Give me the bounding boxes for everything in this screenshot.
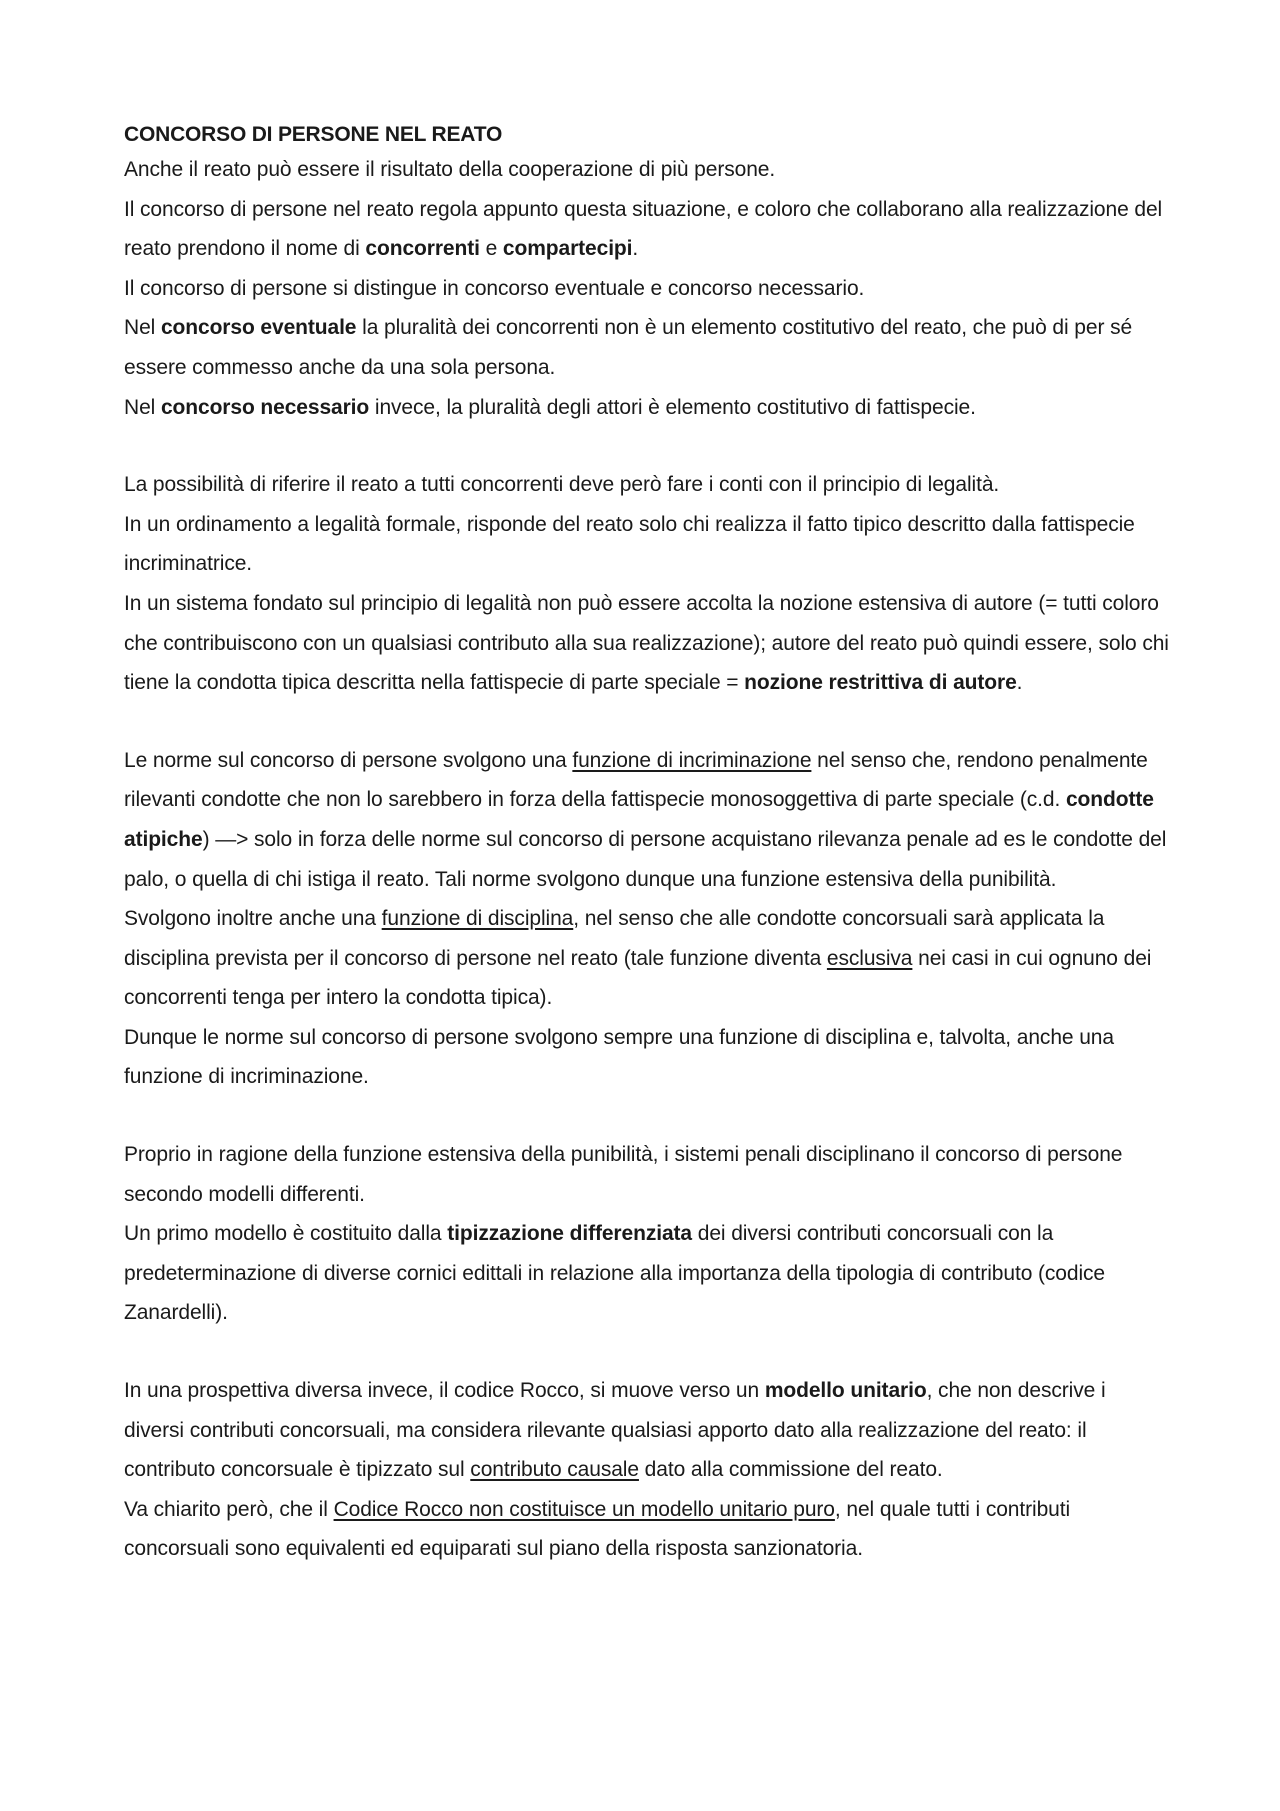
text-run: dei diversi contributi concorsuali con la predeterminazione di diverse cornici edittali in relazione alla importanza della tipologia di contributo (codice Zanardelli).	[124, 1222, 1106, 1325]
text-run: ) —> solo in forza delle norme sul concorso di persone acquistano rilevanza penale ad es le condotte del palo, o quella di chi istiga il reato. Tali norme svolgono dunque una funzione estensiva della punibilità.	[124, 827, 1167, 891]
text-run: Nel	[124, 395, 161, 419]
underlined-term: funzione di incriminazione	[572, 748, 812, 772]
text-run: Nel	[124, 316, 161, 340]
text-run: dato alla commissione del reato.	[638, 1458, 943, 1482]
underlined-term: funzione di disciplina	[381, 907, 574, 931]
text-run: Dunque le norme sul concorso di persone svolgono sempre una funzione di disciplina e, talvolta, anche una funzione di incriminazione.	[124, 1025, 1114, 1089]
paragraph	[124, 308, 1170, 387]
paragraph-gap	[124, 427, 1170, 465]
underlined-term: contributo causale	[470, 1458, 639, 1482]
paragraph	[124, 150, 1170, 190]
paragraph	[124, 465, 1170, 505]
text-run: Il concorso di persone nel reato regola appunto questa situazione, e coloro che collaborano alla realizzazione del reato prendono il nome di	[124, 197, 1163, 261]
section-legalita	[124, 465, 1170, 703]
text-run: .	[632, 237, 639, 261]
text-run: La possibilità di riferire il reato a tutti concorrenti deve però fare i conti con il principio di legalità.	[124, 473, 1000, 497]
text-run: nel senso che, rendono penalmente rilevanti condotte che non lo sarebbero in forza della fattispecie monosoggettiva di parte speciale (c.d.	[124, 748, 1148, 812]
paragraph	[124, 1490, 1170, 1569]
section-modelli	[124, 1135, 1170, 1333]
paragraph-gap	[124, 1333, 1170, 1371]
paragraph	[124, 741, 1170, 899]
section-intro	[124, 150, 1170, 427]
text-run: In un sistema fondato sul principio di legalità non può essere accolta la nozione estensiva di autore (= tutti coloro che contribuiscono con un qualsiasi contributo alla sua realizzazione); autore del reato può quindi essere, solo chi tiene la condotta tipica descritta nella fattispecie di parte speciale =	[124, 591, 1169, 695]
bold-term: tipizzazione differenziata	[447, 1222, 692, 1246]
paragraph-gap	[124, 703, 1170, 741]
text-run: Il concorso di persone si distingue in concorso eventuale e concorso necessario.	[124, 276, 865, 300]
paragraph	[124, 388, 1170, 428]
paragraph	[124, 1018, 1170, 1097]
paragraph-gap	[124, 1097, 1170, 1135]
text-run: .	[1016, 671, 1023, 695]
text-run: Va chiarito però, che il	[124, 1497, 334, 1521]
paragraph	[124, 269, 1170, 309]
section-codice-rocco	[124, 1371, 1170, 1569]
paragraph	[124, 190, 1170, 269]
paragraph	[124, 1214, 1170, 1333]
text-run: , nel senso che alle condotte concorsuali sarà applicata la disciplina prevista per il concorso di persone nel reato (tale funzione diventa	[124, 907, 1105, 970]
paragraph	[124, 584, 1170, 703]
underlined-term: esclusiva	[826, 946, 913, 970]
text-run: Un primo modello è costituito dalla	[124, 1222, 448, 1246]
text-run: , che non descrive i diversi contributi concorsuali, ma considera rilevante qualsiasi apporto dato alla realizzazione del reato: il contributo concorsuale è tipizzato sul	[124, 1379, 1106, 1482]
text-run: In un ordinamento a legalità formale, risponde del reato solo chi realizza il fatto tipico descritto dalla fattispecie incriminatrice.	[124, 512, 1135, 576]
bold-term: concorso necessario	[160, 395, 370, 419]
text-run: nei casi in cui ognuno dei concorrenti tenga per intero la condotta tipica).	[124, 946, 1152, 1010]
text-run: e	[479, 237, 503, 261]
text-run: In una prospettiva diversa invece, il codice Rocco, si muove verso un	[124, 1379, 765, 1403]
paragraph	[124, 1135, 1170, 1214]
text-run: Anche il reato può essere il risultato della cooperazione di più persone.	[124, 158, 776, 181]
paragraph	[124, 899, 1170, 1018]
bold-term: concorso eventuale	[160, 316, 357, 340]
text-run: Proprio in ragione della funzione estensiva della punibilità, i sistemi penali disciplinano il concorso di persone secondo modelli differenti.	[124, 1143, 1123, 1206]
bold-term: compartecipi	[502, 237, 633, 261]
bold-term: condotte atipiche	[124, 788, 1154, 851]
text-run: Svolgono inoltre anche una	[124, 907, 382, 931]
text-run: invece, la pluralità degli attori è elemento costitutivo di fattispecie.	[369, 395, 976, 419]
bold-term: concorrenti	[365, 237, 480, 261]
bold-term: nozione restrittiva di autore	[744, 671, 1017, 695]
text-run: la pluralità dei concorrenti non è un elemento costitutivo del reato, che può di per sé essere commesso anche da una sola persona.	[124, 316, 1133, 379]
text-run: Le norme sul concorso di persone svolgono una	[124, 748, 573, 772]
section-funzioni	[124, 741, 1170, 1097]
document-title: CONCORSO DI PERSONE NEL REATO	[124, 123, 503, 146]
paragraph	[124, 505, 1170, 584]
underlined-term: Codice Rocco non costituisce un modello unitario puro	[333, 1497, 835, 1521]
paragraph	[124, 1371, 1170, 1490]
text-run: , nel quale tutti i contributi concorsuali sono equivalenti ed equiparati sul piano della risposta sanzionatoria.	[124, 1497, 1071, 1561]
bold-term: modello unitario	[764, 1379, 927, 1403]
